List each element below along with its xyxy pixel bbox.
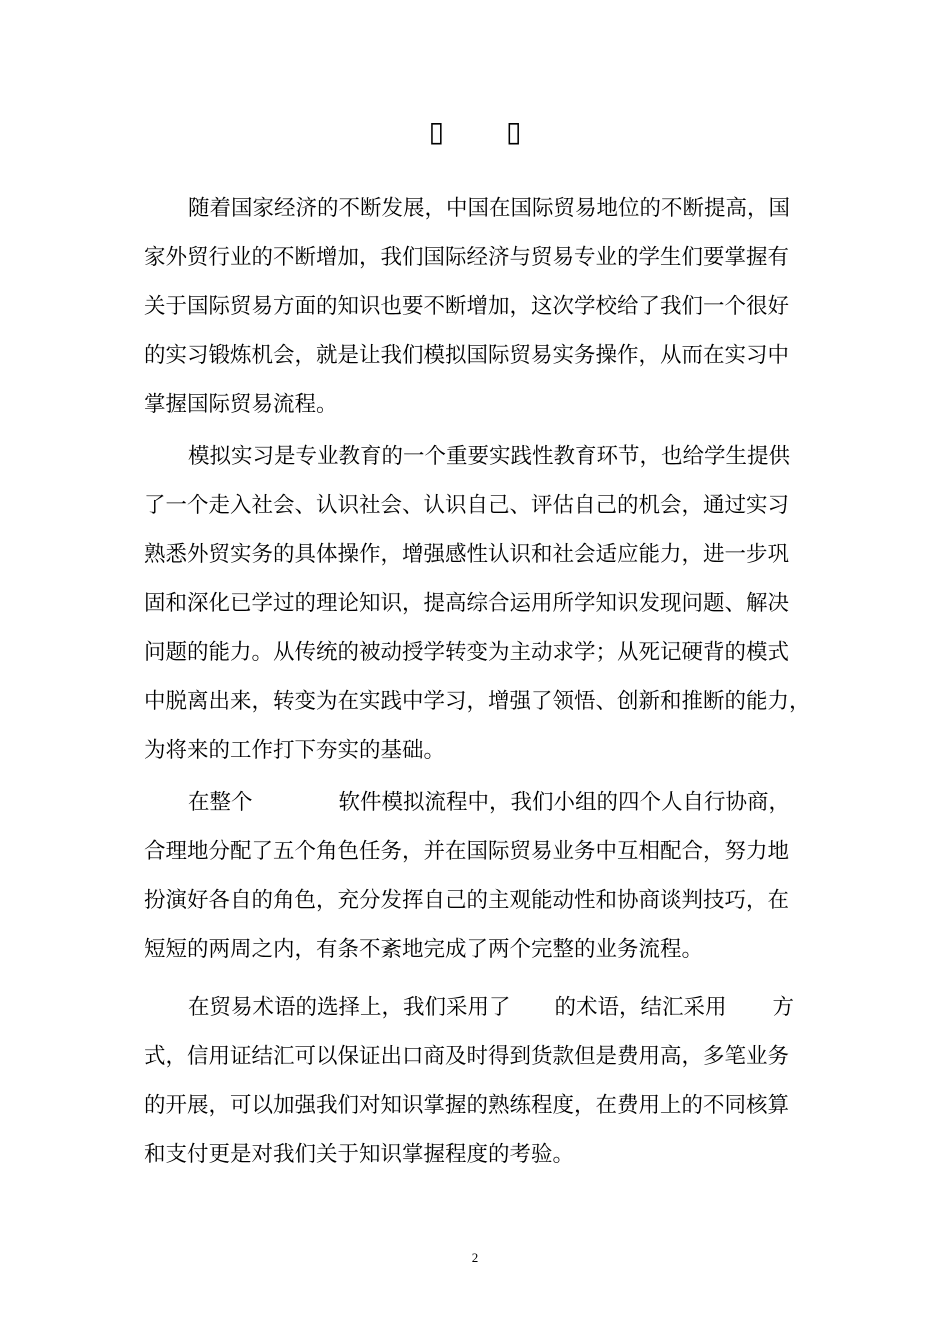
paragraph-line: 短短的两周之内，有条不紊地完成了两个完整的业务流程。 xyxy=(144,937,704,962)
paragraph-line: 掌握国际贸易流程。 xyxy=(144,392,338,417)
page-title xyxy=(0,112,950,152)
paragraph-line xyxy=(144,983,808,1032)
paragraph-line: 问题的能力。从传统的被动授学转变为主动求学；从死记硬背的模式 xyxy=(144,640,790,665)
paragraph-line: 中脱离出来，转变为在实践中学习，增强了领悟、创新和推断的能力， xyxy=(144,689,811,714)
paragraph-line xyxy=(144,778,808,827)
paragraph-line: 关于国际贸易方面的知识也要不断增加，这次学校给了我们一个很好 xyxy=(144,294,790,319)
paragraph-text: 软件模拟流程中，我们小组的四个人自行协商， xyxy=(338,790,791,815)
paragraph-3 xyxy=(144,778,808,974)
paragraph-line: 合理地分配了五个角色任务，并在国际贸易业务中互相配合，努力地 xyxy=(144,839,790,864)
paragraph-1 xyxy=(144,184,808,429)
paragraph-line: 随着国家经济的不断发展，中国在国际贸易地位的不断提高，国 xyxy=(188,196,791,221)
paragraph-line: 为将来的工作打下夯实的基础。 xyxy=(144,738,446,763)
paragraph-text: 方 xyxy=(772,995,795,1020)
paragraph-text: 在整个 xyxy=(188,790,253,815)
paragraph-line: 熟悉外贸实务的具体操作，增强感性认识和社会适应能力，进一步巩 xyxy=(144,542,790,567)
paragraph-text: 在贸易术语的选择上，我们采用了 xyxy=(188,995,511,1020)
paragraph-text: 的术语，结汇采用 xyxy=(554,995,727,1020)
paragraph-line: 固和深化已学过的理论知识，提高综合运用所学知识发现问题、解决 xyxy=(144,591,790,616)
paragraph-line: 的实习锻炼机会，就是让我们模拟国际贸易实务操作，从而在实习中 xyxy=(144,343,790,368)
paragraph-4 xyxy=(144,983,808,1179)
page-number: 2 xyxy=(471,1250,479,1265)
paragraph-2 xyxy=(144,432,811,775)
paragraph-line: 扮演好各自的角色，充分发挥自己的主观能动性和协商谈判技巧，在 xyxy=(144,888,790,913)
paragraph-line: 的开展，可以加强我们对知识掌握的熟练程度，在费用上的不同核算 xyxy=(144,1093,790,1118)
paragraph-line: 了一个走入社会、认识社会、认识自己、评估自己的机会，通过实习 xyxy=(144,493,790,518)
paragraph-line: 家外贸行业的不断增加，我们国际经济与贸易专业的学生们要掌握有 xyxy=(144,245,790,270)
paragraph-line: 式，信用证结汇可以保证出口商及时得到货款但是费用高，多笔业务 xyxy=(144,1044,790,1069)
paragraph-line: 和支付更是对我们关于知识掌握程度的考验。 xyxy=(144,1142,575,1167)
paragraph-line: 模拟实习是专业教育的一个重要实践性教育环节，也给学生提供 xyxy=(188,444,791,469)
title-char-2: ▯ xyxy=(506,115,522,148)
title-char-1: ▯ xyxy=(428,115,444,148)
